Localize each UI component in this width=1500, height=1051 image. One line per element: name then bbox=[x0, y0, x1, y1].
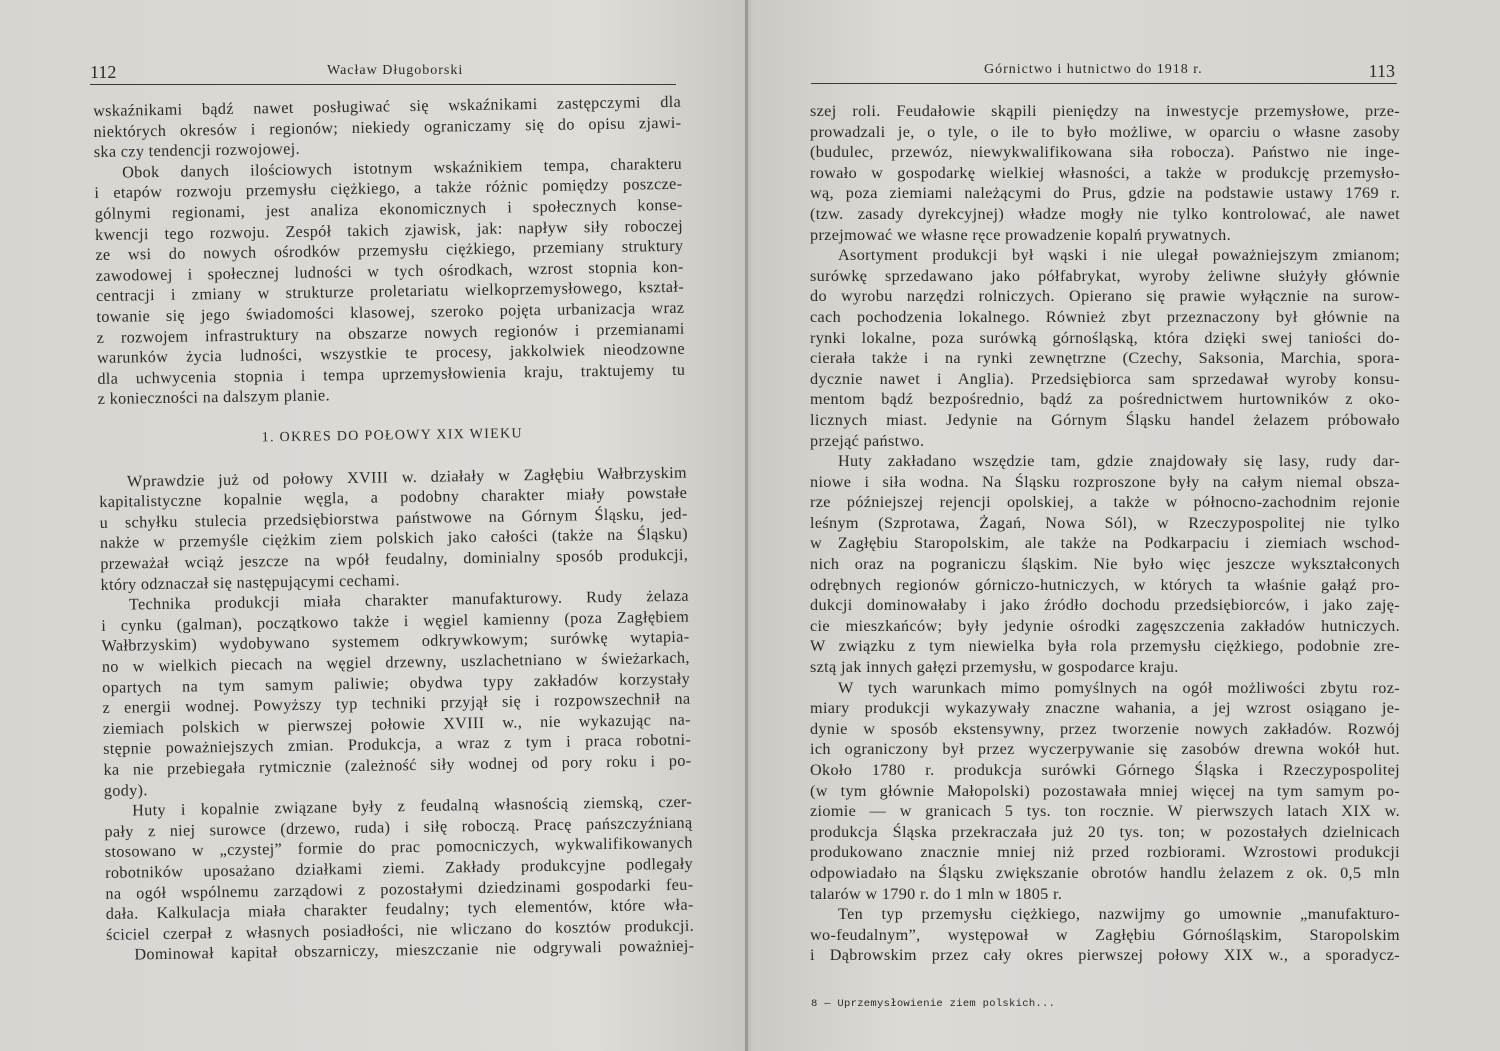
text-line: Ten typ przemysłu ciężkiego, nazwijmy go umownie „manufakturo- bbox=[838, 905, 1400, 924]
text-line: sztą jak innych gałęzi przemysłu, w gospodarce kraju. bbox=[810, 658, 1179, 677]
right-page-body bbox=[810, 101, 1400, 966]
text-line: nich oraz na pograniczu śląskim. Nie było więc jeszcze wykształconych bbox=[810, 555, 1400, 574]
text-line: dycznie nawet i Anglia). Przedsiębiorca sam sprzedawał wyroby konsu- bbox=[810, 369, 1400, 388]
text-line: rowało w gospodarkę wielkiej własności, a także w produkcję przemysło- bbox=[810, 163, 1400, 182]
right-page-number: 113 bbox=[1368, 61, 1395, 81]
text-line: Około 1780 r. produkcja surówki Górnego Śląska i Rzeczypospolitej bbox=[810, 761, 1400, 779]
text-line: i cynku (galman), początkowo także i węgiel kamienny (poza Zagłębiem bbox=[101, 607, 690, 635]
left-page-header bbox=[90, 60, 676, 85]
text-line: pały z niej surowce (drzewo, ruda) i siłę roboczą. Pracę pańszczyźnianą bbox=[104, 813, 693, 841]
text-line: talarów w 1790 r. do 1 mln w 1805 r. bbox=[810, 884, 1063, 903]
text-line: cach pochodzenia lokalnego. Również zbyt przeznaczony był głównie na bbox=[810, 307, 1400, 326]
text-line: produkowano znacznie mniej niż przed rozbiorami. Wzrostowi produkcji bbox=[810, 843, 1400, 862]
text-line: Wprawdzie już od połowy XVIII w. działały w Zagłębiu Wałbrzyskim bbox=[126, 463, 688, 491]
text-line: surówkę sprzedawano jako półfabrykat, wyroby żeliwne służyły głównie bbox=[810, 266, 1400, 285]
left-page-body bbox=[93, 92, 695, 966]
text-line: na ogół wspólnemu zarządowi z pozostałymi dziedzinami gospodarki feu- bbox=[105, 875, 694, 903]
text-line: robotników uposażano działkami ziemi. Zakłady produkcyjne podlegały bbox=[104, 854, 694, 882]
text-line: ka nie przebiegała rytmicznie (zależność siły wodnej od pory roku i po- bbox=[103, 751, 692, 779]
text-line: no w wielkich piecach na węgiel drzewny, uszlachetniano w świeżarkach, bbox=[101, 648, 690, 676]
text-line: ich ograniczony był przez wyczerpywanie się zasobów drewna wokół hut. bbox=[810, 740, 1400, 759]
text-line: centracji i zmiany w strukturze proletariatu wielkoprzemysłowego, kształ- bbox=[95, 278, 685, 306]
text-line: gody). bbox=[103, 780, 148, 800]
left-running-head: Wacław Długoborski bbox=[327, 63, 464, 78]
text-line: ziomie — w granicach 5 tys. ton rocznie. W pierwszych latach XIX w. bbox=[810, 802, 1400, 821]
text-line: (budulec, przewóz, niewykwalifikowana siła robocza). Państwo nie inge- bbox=[810, 143, 1400, 162]
text-line: cie mieszkańców; były jedynie ośrodki zagęszczenia zakładów hutniczych. bbox=[810, 616, 1400, 635]
text-line: dała. Kalkulacja miała charakter feudalny; tych elementów, które wła- bbox=[105, 895, 694, 924]
right-page bbox=[749, 0, 1500, 1051]
left-page-number: 112 bbox=[90, 62, 117, 82]
text-line: miary produkcji wykazywały znaczne wahania, a jej wzrost osiągano je- bbox=[810, 699, 1400, 718]
text-line: który odznaczał się następującymi cechami. bbox=[100, 570, 400, 594]
text-line: (tzw. zasady dyrekcyjnej) władze mogły nie tylko kontrolować, ale nawet bbox=[810, 204, 1400, 223]
text-line: produkcja Śląska przekraczała już 20 tys. ton; w pozostałych dzielnicach bbox=[810, 822, 1400, 841]
text-line: w Zagłębiu Staropolskim, ale także na Podkarpaciu i ziemiach wschod- bbox=[810, 534, 1400, 553]
text-line: ziemiach polskich w pierwszej połowie XVIII w., nie wykazując na- bbox=[102, 710, 691, 738]
text-line: ska czy tendencji rozwojowej. bbox=[93, 139, 301, 162]
text-line: dynie w sposób ekstensywny, przez tworzenie nowych zakładów. Rozwój bbox=[810, 719, 1400, 738]
text-line: przeważał wciąż jeszcze na wpół feudalny, dominialny sposób produkcji, bbox=[100, 545, 689, 574]
text-line: leśnym (Szprotawa, Żagań, Nowa Sól), w Rzeczypospolitej nie tylko bbox=[810, 513, 1400, 532]
text-line: cierała także i na rynki zewnętrzne (Czechy, Saksonia, Marchia, spora- bbox=[810, 349, 1400, 368]
text-line: przejmować we własne ręce prowadzenie kopalń prywatnych. bbox=[810, 225, 1231, 244]
text-line: wo-feudalnym”, występował w Zagłębiu Górnośląskim, Staropolskim bbox=[810, 925, 1400, 944]
text-line: wskaźnikami bądź nawet posługiwać się wskaźnikami zastępczymi dla bbox=[93, 92, 682, 120]
text-line: z konieczności na dalszym planie. bbox=[97, 386, 331, 409]
text-line: mentom bądź bezpośrednio, bądź za pośrednictwem hurtowników z oko- bbox=[810, 390, 1400, 409]
book-gutter bbox=[745, 0, 748, 1051]
text-line: Dominował kapitał obszarniczy, mieszczanie nie odgrywali poważniej- bbox=[134, 937, 695, 964]
text-line: dukcji dominowałaby i jako źródło dochodu przedsiębiorców, i jako zaję- bbox=[810, 596, 1400, 615]
text-line: kapitalistyczne kopalnie węgla, a podobny charakter miały powstałe bbox=[99, 483, 688, 512]
text-line: nakże w przemyśle ciężkim ziem polskich jako całości (także na Śląsku) bbox=[99, 525, 689, 553]
text-line: przejąć państwo. bbox=[810, 431, 925, 450]
text-line: prowadzali je, o tyle, o ile to było możliwe, w oparciu o własne zasoby bbox=[810, 122, 1400, 141]
text-line: opartych na tym samym paliwie; obydwa typy zakładów korzystały bbox=[102, 669, 691, 697]
text-line: ściciel czerpał z własnych posiadłości, nie wliczano do kosztów produkcji. bbox=[105, 916, 695, 944]
text-line: Technika produkcji miała charakter manufakturowy. Rudy żelaza bbox=[128, 586, 689, 614]
right-page-header bbox=[811, 59, 1397, 84]
text-line: Huty zakładano wszędzie tam, gdzie znajdowały się lasy, rudy dar- bbox=[838, 452, 1400, 471]
text-line: Obok danych ilościowych istotnym wskaźnikiem tempa, charakteru bbox=[121, 154, 683, 182]
text-line: W tych warunkach mimo pomyślnych na ogół możliwości zbytu roz- bbox=[838, 678, 1400, 697]
signature-footer: 8 — Uprzemysłowienie ziem polskich... bbox=[811, 998, 1056, 1010]
text-line: niowe i siła wodna. Na Śląsku rozproszone były na całym niemal obsza- bbox=[810, 472, 1400, 491]
text-line: odpowiadało na Śląsku zwiększanie obrotów handlu żelazem z ok. 0,5 mln bbox=[810, 863, 1400, 882]
text-line: gólnymi regionami, jest analiza ekonomicznych i społecznych konse- bbox=[94, 195, 683, 223]
text-line: (w tym głównie Małopolski) pozostawała mniej więcej na tym samym po- bbox=[810, 781, 1400, 800]
text-line: towanie się jego świadomości klasowej, szeroko pojęta urbanizacja wraz bbox=[96, 298, 685, 326]
text-line: i Dąbrowskim przez cały okres pierwszej połowy XIX w., a sporadycz- bbox=[810, 946, 1400, 965]
text-line: zawodowej i społecznej ludności w tych ośrodkach, wzrost stopnia kon- bbox=[95, 257, 684, 285]
text-line: stosowano w „czystej” formie do prac pomocniczych, wykwalifikowanych bbox=[104, 834, 693, 862]
text-line: szej roli. Feudałowie skąpili pieniędzy na inwestycje przemysłowe, prze- bbox=[810, 102, 1400, 120]
text-line: Wałbrzyskim) wydobywano systemem odkrywkowym; surówkę wytapia- bbox=[101, 628, 690, 656]
right-running-head: Górnictwo i hutnictwo do 1918 r. bbox=[984, 62, 1203, 77]
text-line: dla uchwycenia stopnia i tempa uprzemysłowienia kraju, traktujemy tu bbox=[97, 360, 686, 388]
text-line: z energii wodnej. Powyższy typ techniki przyjął się i rozpowszechnił na bbox=[102, 689, 691, 718]
text-line: Huty i kopalnie związane były z feudalną własnością ziemską, czer- bbox=[132, 792, 693, 820]
text-line: niektórych okresów i regionów; niekiedy ograniczamy się do opisu zjawi- bbox=[93, 113, 682, 141]
text-line: rze późniejszej rejencji opolskiej, a także w północno-zachodnim rejonie bbox=[810, 493, 1400, 512]
text-line: i etapów rozwoju przemysłu ciężkiego, a także różnic pomiędzy poszcze- bbox=[94, 175, 683, 203]
left-page bbox=[0, 0, 745, 1051]
text-line: odrębnych regionów górniczo-hutniczych, w których ta właśnie gałąź pro- bbox=[810, 575, 1400, 594]
text-line: kwencji tego rozwoju. Zespół takich zjawisk, jak: napływ siły roboczej bbox=[94, 216, 684, 244]
text-line: stępnie poważniejszych zmian. Produkcja, a wraz z tym i praca robotni- bbox=[103, 731, 692, 759]
text-line: u schyłku stulecia przedsiębiorstwa państwowe na Górnym Śląsku, jed- bbox=[99, 504, 688, 532]
section-heading: 1. OKRES DO POŁOWY XIX WIEKU bbox=[261, 425, 523, 445]
text-line: z rozwojem infrastruktury na obszarze nowych regionów i przemianami bbox=[96, 319, 685, 347]
text-line: Asortyment produkcji był wąski i nie ulegał poważniejszym zmianom; bbox=[838, 246, 1400, 265]
text-line: licznych miast. Jedynie na Górnym Śląsku handel żelazem próbowało bbox=[810, 410, 1400, 429]
text-line: ze wsi do nowych ośrodków przemysłu ciężkiego, przemiany struktury bbox=[95, 236, 684, 265]
text-line: do wyrobu narzędzi rolniczych. Opierano się prawie wyłącznie na surow- bbox=[810, 287, 1400, 306]
text-line: warunków życia ludności, wszystkie te procesy, jakkolwiek nieodzowne bbox=[96, 339, 686, 368]
text-line: W związku z tym niewielka była rola przemysłu ciężkiego, podobnie zre- bbox=[810, 637, 1400, 656]
text-line: wą, poza ziemiami należącymi do Prus, gdzie na podstawie ustawy 1769 r. bbox=[810, 184, 1400, 203]
text-line: rynki lokalne, poza surówką górnośląską, która dzięki swej taniości do- bbox=[810, 328, 1400, 347]
